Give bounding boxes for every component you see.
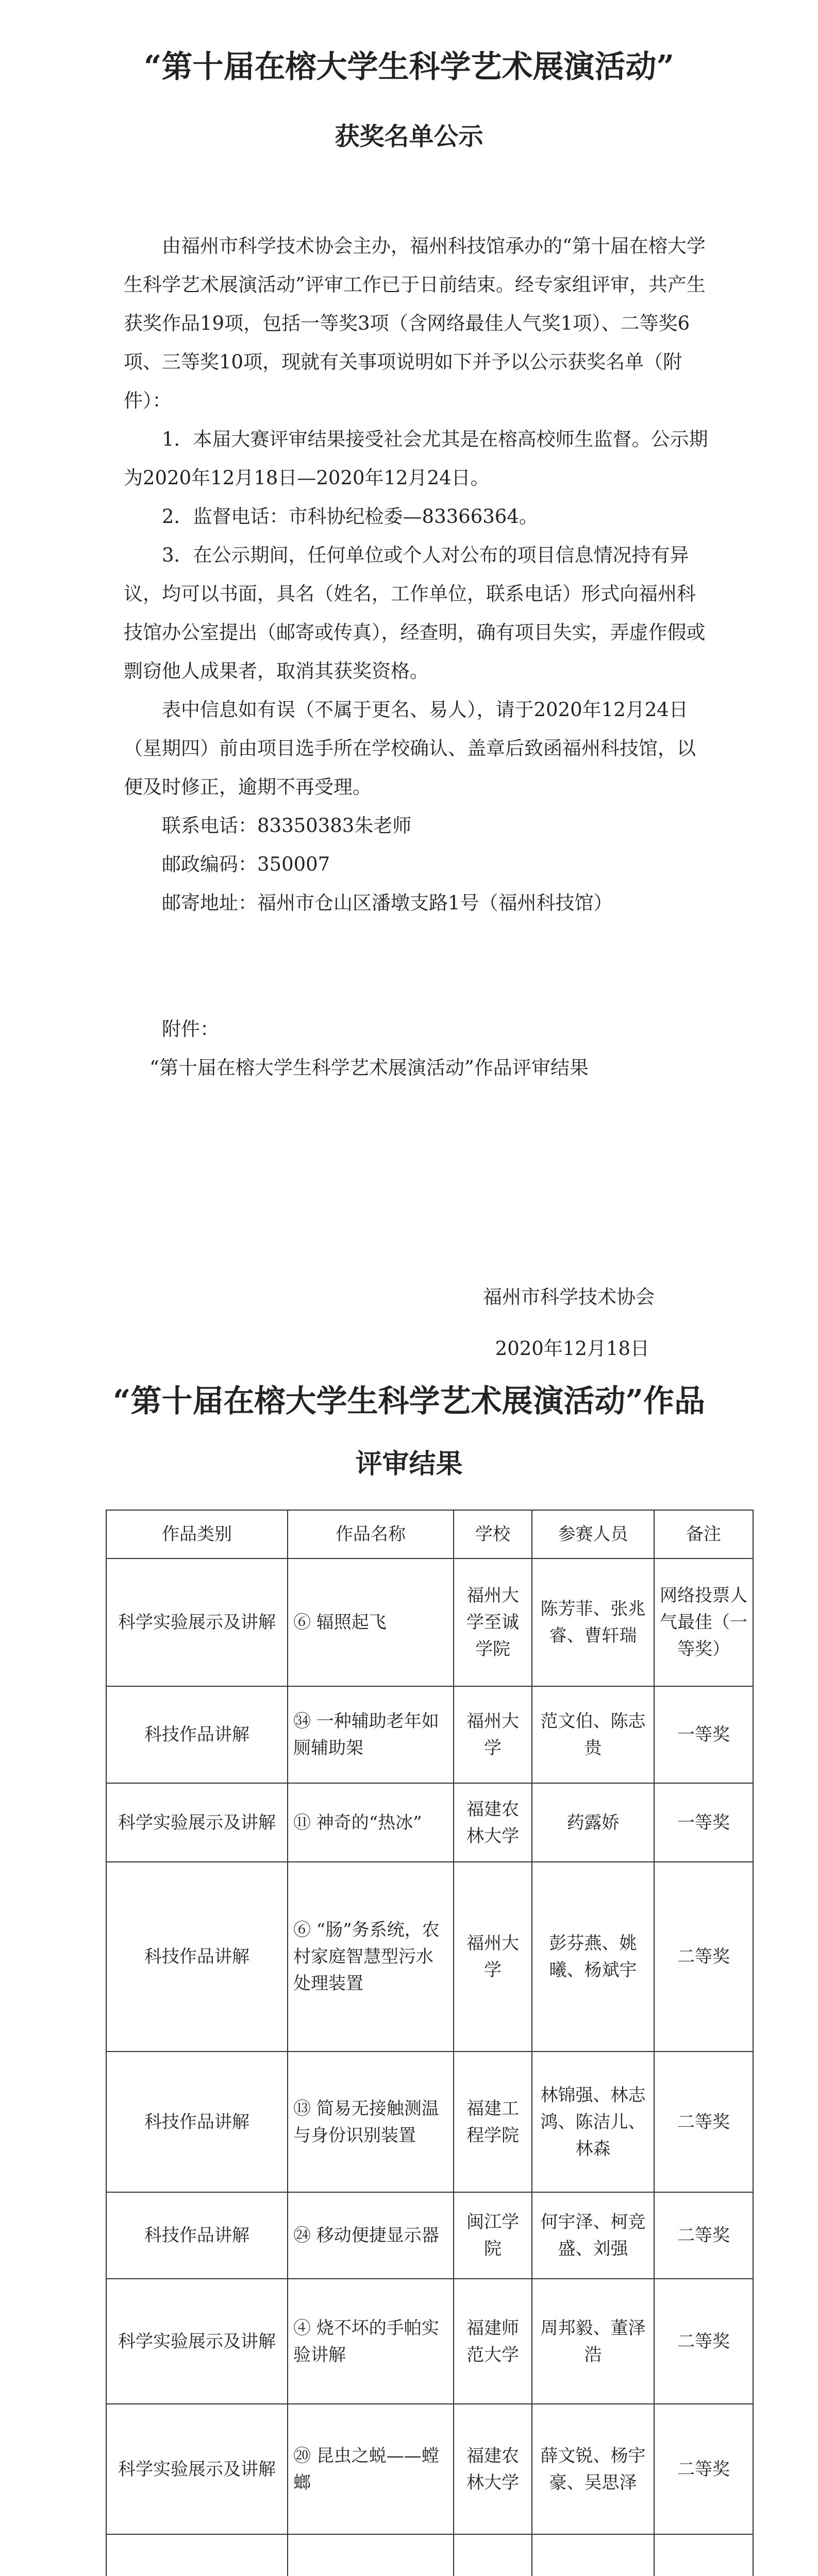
header-category: 作品类别 [106,1510,288,1558]
notice-paragraph-4: 表中信息如有误（不属于更名、易人），请于2020年12月24日（星期四）前由项目选手所在学校确认、盖章后致函福州科技馆，以便及时修正，逾期不再受理。 [124,699,696,798]
cell-remark: 二等奖 [654,2404,753,2534]
header-remark: 备注 [654,1510,753,1558]
cell-participants: 陈芳菲、张兆睿、曹轩瑞 [532,1558,654,1686]
header-participants: 参赛人员 [532,1510,654,1558]
attachment-name: “第十届在榕大学生科学艺术展演活动”作品评审结果 [149,1057,589,1079]
cell-remark: 二等奖 [654,1862,753,2052]
cell-category: 科学实验展示及讲解 [106,1558,288,1686]
table-row [106,2052,753,2192]
cell-category: 科学实验展示及讲解 [106,1783,288,1862]
cell-work-name: ⑥ “肠”务系统，农村家庭智慧型污水处理装置 [288,1862,454,2052]
header-work-name: 作品名称 [288,1510,454,1558]
cell-category: 科技作品讲解 [106,1686,288,1783]
mailing-address: 邮寄地址：福州市仓山区潘墩支路1号（福州科技馆） [162,892,613,914]
cell-work-name: ⑬ 简易无接触测温与身份识别装置 [288,2052,454,2192]
cell-school: 福州大学 [454,1862,532,2052]
cell-school: 福建农林大学 [454,1783,532,1862]
cell-participants: 周邦毅、董泽浩 [532,2279,654,2404]
cell-category: 科技作品讲解 [106,2192,288,2279]
cell-category: 科学实验展示及讲解 [106,2404,288,2534]
results-subtitle: 评审结果 [355,1448,463,1480]
table-row [106,2192,753,2279]
cell-participants [532,2534,654,2576]
cell-remark: 一等奖 [654,1686,753,1783]
cell-remark: 二等奖 [654,2279,753,2404]
attachment-section [124,1010,711,1087]
notice-title: “第十届在榕大学生科学艺术展演活动” [143,49,675,85]
cell-participants: 何宇泽、柯竞盛、刘强 [532,2192,654,2279]
table-row [106,2279,753,2404]
cell-category: 科技作品讲解 [106,1862,288,2052]
contact-phone: 联系电话：83350383朱老师 [162,815,412,837]
cell-remark: 网络投票人气最佳（一等奖） [654,1558,753,1686]
postal-code: 邮政编码：350007 [162,853,330,875]
cell-work-name: ⑪ 神奇的“热冰” [288,1783,454,1862]
cell-remark [654,2534,753,2576]
cell-school: 闽江学院 [454,2192,532,2279]
cell-remark: 二等奖 [654,2192,753,2279]
results-table [106,1510,754,2576]
cell-remark: 二等奖 [654,2052,753,2192]
header-school: 学校 [454,1510,532,1558]
cell-participants: 林锦强、林志鸿、陈洁儿、林森 [532,2052,654,2192]
cell-participants: 范文伯、陈志贵 [532,1686,654,1783]
notice-paragraph-2: 2．监督电话：市科协纪检委—83366364。 [162,505,538,528]
notice-paragraph-1: 1．本届大赛评审结果接受社会尤其是在榕高校师生监督。公示期为2020年12月18日—2020年12月24日。 [124,428,708,489]
cell-school: 福建师范大学 [454,2279,532,2404]
notice-body [124,227,711,922]
cell-work-name: ⑳ 昆虫之蜕——螳螂 [288,2404,454,2534]
cell-school: 福建农林大学 [454,2404,532,2534]
cell-participants: 彭芬燕、姚曦、杨斌宇 [532,1862,654,2052]
cell-remark: 一等奖 [654,1783,753,1862]
cell-school [454,2534,532,2576]
cell-category: 科技作品讲解 [106,2052,288,2192]
cell-school: 福州大学 [454,1686,532,1783]
table-row [106,2404,753,2534]
notice-paragraph-intro: 由福州市科学技术协会主办，福州科技馆承办的“第十届在榕大学生科学艺术展演活动”评审工作已于日前结束。经专家组评审，共产生获奖作品19项，包括一等奖3项（含网络最佳人气奖1项）、二等奖6项、三等奖10项，现就有关事项说明如下并予以公示获奖名单（附件）： [124,235,706,412]
cell-work-name: ⑥ 辐照起飞 [288,1558,454,1686]
signer-organization: 福州市科学技术协会 [483,1286,655,1308]
results-title: “第十届在榕大学生科学艺术展演活动”作品 [112,1383,706,1419]
cell-work-name [288,2534,454,2576]
cell-school: 福州大学至诚学院 [454,1558,532,1686]
table-row [106,1686,753,1783]
cell-school: 福建工程学院 [454,2052,532,2192]
cell-category [106,2534,288,2576]
notice-paragraph-3: 3．在公示期间，任何单位或个人对公布的项目信息情况持有异议，均可以书面，具名（姓名，工作单位，联系电话）形式向福州科技馆办公室提出（邮寄或传真），经查明，确有项目失实，弄虚作假或剽窃他人成果者，取消其获奖资格。 [124,544,706,682]
cell-work-name: ④ 烧不坏的手帕实验讲解 [288,2279,454,2404]
table-header-row [106,1510,753,1558]
attachment-label: 附件： [162,1018,219,1040]
signing-date: 2020年12月18日 [495,1337,649,1360]
table-row [106,1558,753,1686]
cell-participants: 药露娇 [532,1783,654,1862]
notice-subtitle: 获奖名单公示 [335,122,483,151]
table-row [106,2534,753,2576]
cell-work-name: ㉞ 一种辅助老年如厕辅助架 [288,1686,454,1783]
table-row [106,1862,753,2052]
cell-participants: 薛文锐、杨宇豪、吴思泽 [532,2404,654,2534]
cell-work-name: ㉔ 移动便捷显示器 [288,2192,454,2279]
cell-category: 科学实验展示及讲解 [106,2279,288,2404]
table-row [106,1783,753,1862]
